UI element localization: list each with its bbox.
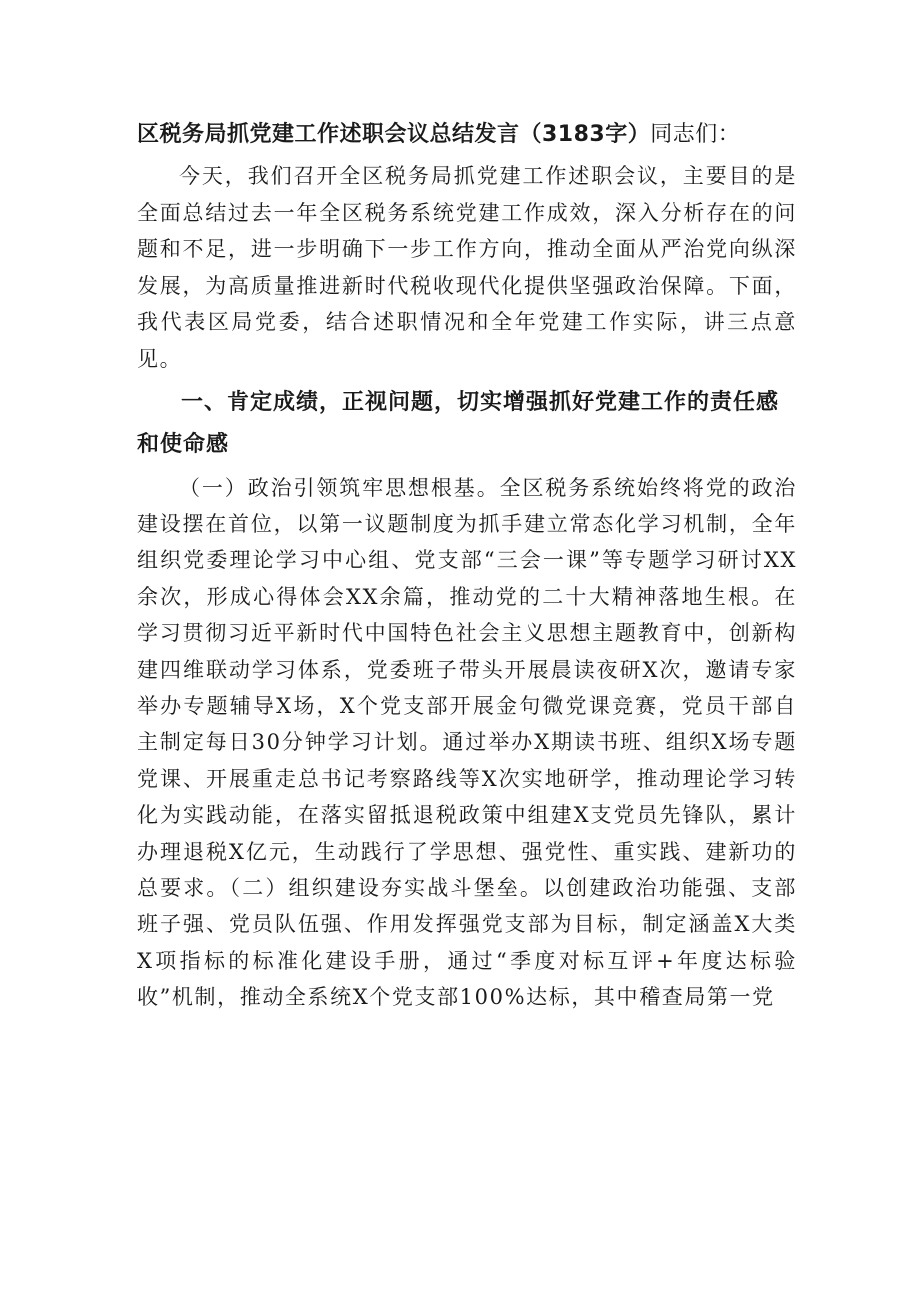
document-title-line [137,112,797,158]
section-1-paragraph: （一）政治引领筑牢思想根基。全区税务系统始终将党的政治建设摆在首位，以第一议题制度为抓手建立常态化学习机制，全年组织党委理论学习中心组、党支部“三会一课”等专题学习研讨XX余次，形成心得体会XX余篇，推动党的二十大精神落地生根。在学习贯彻习近平新时代中国特色社会主义思想主题教育中，创新构建四维联动学习体系，党委班子带头开展晨读夜研X次，邀请专家举办专题辅导X场，X个党支部开展金句微党课竞赛，党员干部自主制定每日30分钟学习计划。通过举办X期读书班、组织X场专题党课、开展重走总书记考察路线等X次实地研学，推动理论学习转化为实践动能，在落实留抵退税政策中组建X支党员先锋队，累计办理退税X亿元，生动践行了学思想、强党性、重实践、建新功的总要求。（二）组织建设夯实战斗堡垒。以创建政治功能强、支部班子强、党员队伍强、作用发挥强党支部为目标，制定涵盖X大类X项指标的标准化建设手册，通过“季度对标互评+年度达标验收”机制，推动全系统X个党支部100%达标，其中稽查局第一党 [137,475,797,1010]
section-heading-1: 一、肯定成绩，正视问题，切实增强抓好党建工作的责任感和使命感 [137,389,780,457]
document-title: 区税务局抓党建工作述职会议总结发言（3183字） [137,122,651,147]
document-body [137,112,797,1016]
greeting: 同志们： [650,122,741,147]
intro-paragraph: 今天，我们召开全区税务局抓党建工作述职会议，主要目的是全面总结过去一年全区税务系统党建工作成效，深入分析存在的问题和不足，进一步明确下一步工作方向，推动全面从严治党向纵深发展，为高质量推进新时代税收现代化提供坚强政治保障。下面，我代表区局党委，结合述职情况和全年党建工作实际，讲三点意见。 [137,164,797,371]
